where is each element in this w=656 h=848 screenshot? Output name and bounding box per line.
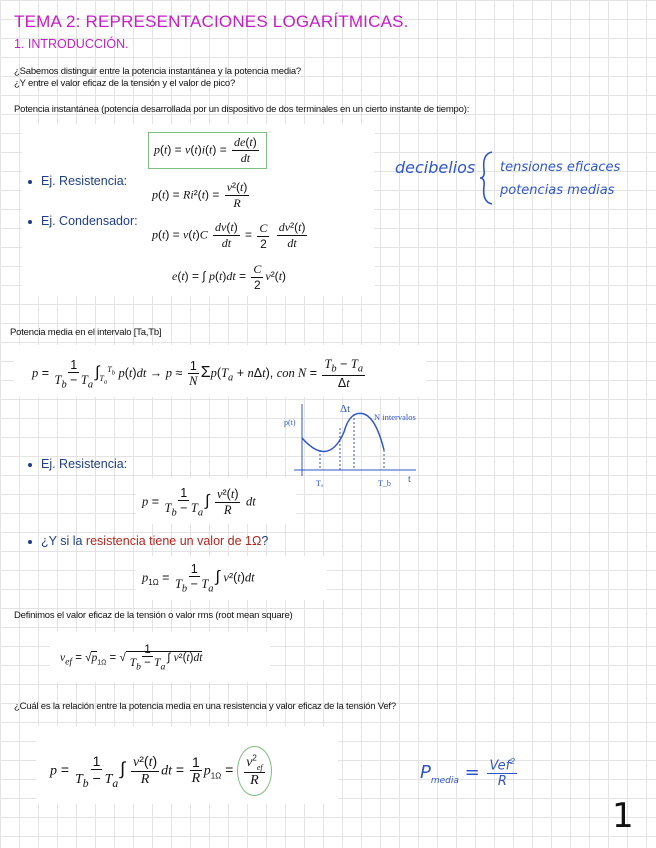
relation-panel bbox=[36, 726, 338, 804]
mean-power-formula-panel bbox=[14, 345, 426, 397]
bullet-one-ohm bbox=[28, 534, 268, 548]
section-heading: 1. INTRODUCCIÓN. bbox=[14, 37, 129, 51]
note-line-1: tensiones eficaces bbox=[500, 160, 621, 175]
rms-panel bbox=[50, 632, 270, 682]
capacitor-power-formula: p(t) = v(t)C $\frac{dv(t)}{dt}$ = $\frac{C}{2}$ $\frac{\text{dv²(t)}}{dt}$ bbox=[152, 220, 306, 251]
resistance-power-formula: p(t) = Ri²(t) = $\frac{\text{v²(t)}}{R}$ bbox=[152, 180, 248, 210]
mean-power-heading: Potencia media en el intervalo [Ta,Tb] bbox=[10, 327, 162, 338]
mean-resistance-formula: p = $\frac{1}{T_b - T_a}$ ∫ $\frac{\text{v²(t)}}{R}$ dt bbox=[142, 486, 256, 519]
graph-y-label: p(t) bbox=[284, 418, 296, 427]
page-number: 1 bbox=[612, 796, 634, 836]
note-decibels: decibelios bbox=[395, 158, 476, 177]
capacitor-label: Ej. Condensador: bbox=[41, 214, 138, 228]
page-title: TEMA 2: REPRESENTACIONES LOGARÍTMICAS. bbox=[14, 12, 409, 31]
graph-x-label: t bbox=[408, 474, 411, 485]
one-ohm-question-suffix: ? bbox=[261, 534, 269, 548]
note-pmedia-exp: 2 bbox=[510, 757, 516, 766]
instant-power-formula: p(t) = v(t)i(t) = $\frac{de(t)}{dt}$ bbox=[148, 132, 267, 169]
bullet-capacitor bbox=[28, 214, 138, 228]
mean-power-formula: p = $\frac{1}{T_b - T_a}$ $\int_{T_a}^{T_b}$ p(t)dt → p ≈ $\frac{1}{N}$ $\Sigma p(T_a + n\Delta t)$, con N = $\frac{T_b - T_a}{\Delta t}$ bbox=[32, 357, 364, 390]
graph-ta-label: Tₐ bbox=[316, 479, 324, 488]
note-pmedia-num: Vef bbox=[489, 758, 511, 774]
capacitor-energy-formula: e(t) = ∫ p(t)dt = $\frac{C}{2}$ v²(t) bbox=[172, 262, 287, 292]
mean-resistance-label: Ej. Resistencia: bbox=[41, 457, 128, 471]
intro-question-1: ¿Sabemos distinguir entre la potencia instantánea y la potencia media? bbox=[14, 66, 302, 77]
graph-tb-label: T_b bbox=[378, 479, 391, 488]
bullet-resistance bbox=[28, 174, 127, 188]
note-pmedia-p: P bbox=[420, 762, 431, 784]
relation-question: ¿Cuál es la relación entre la potencia media en una resistencia y valor eficaz de la tensión Vef? bbox=[14, 701, 396, 712]
graph-intervals-label: N intervalos bbox=[374, 412, 416, 422]
bullet-mean-resistance bbox=[28, 457, 127, 471]
note-brace bbox=[478, 150, 498, 206]
note-pmedia-den: R bbox=[497, 774, 507, 790]
mean-resistance-panel bbox=[136, 478, 296, 524]
instant-power-panel bbox=[22, 124, 374, 296]
note-pmedia: $P_{media}$ = $\frac{Vef^2}{R}$ bbox=[420, 757, 516, 790]
graph-curve bbox=[302, 413, 384, 451]
instant-power-heading: Potencia instantánea (potencia desarrollada por un dispositivo de dos terminales en un cierto instante de tiempo): bbox=[14, 104, 470, 115]
note-pmedia-sub: media bbox=[430, 775, 459, 786]
rms-heading: Definimos el valor eficaz de la tensión o valor rms (root mean square) bbox=[14, 610, 293, 621]
resistance-label: Ej. Resistencia: bbox=[41, 174, 128, 188]
note-line-2: potencias medias bbox=[500, 183, 615, 198]
one-ohm-panel bbox=[136, 556, 326, 600]
rms-formula: $v_{ef} = √p_{1\Omega}$ = √ $\frac{1}{T_b - T_a}$ ∫ v²(t)dt bbox=[60, 644, 203, 673]
power-graph bbox=[278, 398, 434, 496]
one-ohm-formula: $p_{1\Omega}$ = $\frac{1}{T_b - T_a}$ ∫ v²(t)dt bbox=[142, 562, 255, 595]
intro-question-2: ¿Y entre el valor eficaz de la tensión y el valor de pico? bbox=[14, 78, 236, 89]
one-ohm-question-prefix: ¿Y si la bbox=[41, 534, 86, 548]
one-ohm-question-highlight: resistencia tiene un valor de 1Ω bbox=[85, 534, 262, 548]
relation-formula: p = $\frac{1}{T_b - T_a}$ ∫ $\frac{\text{v²(t)}}{R}$ dt = $\frac{1}{R}$ $p_{1\Omega}$ = $\frac{v^2_{ef}}{R}$ bbox=[50, 746, 272, 796]
graph-delta-label: Δt bbox=[340, 403, 351, 415]
